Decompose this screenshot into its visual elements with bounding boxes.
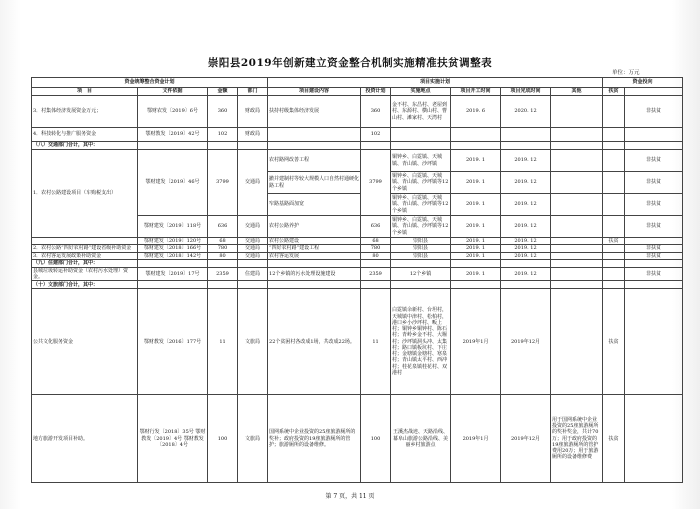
cell-doc: 鄂财建发〔2019〕120号: [138, 238, 208, 245]
header-group-left: 资金统筹整合资金计划: [32, 78, 268, 88]
cell-amount: 100: [208, 395, 238, 483]
header-poor: 扶贫: [603, 88, 625, 96]
cell-doc: 鄂财建发〔2018〕166号: [138, 245, 208, 252]
cell-nonpoor: [625, 238, 683, 245]
cell-invest: 11: [361, 289, 391, 395]
header-doc: 文件依据: [138, 88, 208, 96]
cell-content: 12个乡镇的污水处理设施建设: [268, 267, 361, 281]
cell-nonpoor: 非扶贫: [625, 267, 683, 281]
cell-poor: [603, 96, 625, 128]
cell-nonpoor: 非扶贫: [625, 150, 683, 172]
cell-content: 22个贫困村各改成1场，共改成22场。: [268, 289, 361, 395]
plan-table: [31, 77, 683, 483]
cell-start: 2019. 1: [451, 172, 501, 194]
cell-end: 2019年12月: [501, 395, 551, 483]
cell-invest: 360: [361, 96, 391, 128]
cell-item: 1．农村公路建设项目（车购税支出）: [32, 150, 138, 238]
cell-item: 3．村集体经济发展资金万元；: [32, 96, 138, 128]
header-invest: 投资计划: [361, 88, 391, 96]
cell-content: [268, 128, 361, 142]
section-row: [32, 142, 683, 150]
cell-dept: 交通局: [238, 216, 268, 238]
cell-location: 王溪杰战迹、天路沿线、幕阜山旅游公路沿线、美丽乡村旅游点: [391, 395, 451, 483]
cell-end: 2019. 12: [501, 245, 551, 252]
cell-poor: [603, 128, 625, 142]
cell-end: 2019. 12: [501, 172, 551, 194]
table-row: [32, 238, 683, 245]
cell-start: 2019. 1: [451, 194, 501, 216]
cell-start: 2019. 1: [451, 252, 501, 259]
cell-location: 白霓镇余新村、台坦村，天城镇中津村、松柏村，港口乡小沙坪村、畈上村；铜钟乡铜钟村、陈石村；青岭乡金不村、大堰村；沙坪镇洞头冲、太集村；路口镇板坑村、下庄村；金塘镇金塘村、寒泉村；青山镇太平村、西冲村；桂花泉镇桂花村、双港村: [391, 289, 451, 395]
cell-dept: 交通局: [238, 150, 268, 216]
cell-content: 农村公路建设: [268, 238, 361, 245]
table-row: [32, 96, 683, 128]
cell-content: 农村路网改善工程: [268, 150, 361, 172]
table-row: [32, 289, 683, 395]
cell-amount: 780: [208, 245, 238, 252]
section-label: （八）交通部门合计，其中：: [32, 142, 138, 150]
cell-other: 用于国网系统中企业投资的25座旅游厕所的奖补奖金，共计70万；用于政府投资的19座旅游厕所的管护费用20万；用于旅游厕所的设备维修费: [551, 395, 603, 483]
header-other: 其他: [551, 88, 603, 96]
cell-nonpoor: 非扶贫: [625, 194, 683, 216]
cell-item: 县城垃圾转运补助资金（农村污水处理）资金。: [32, 267, 138, 281]
cell-end: 2019年12月: [501, 289, 551, 395]
cell-doc: 鄂财行发〔2018〕35号 鄂财教发〔2019〕4号 鄂财教发〔2018〕4号: [138, 395, 208, 483]
cell-dept: 交通局: [238, 238, 268, 245]
cell-start: 2019. 6: [451, 96, 501, 128]
cell-nonpoor: 非扶贫: [625, 172, 683, 194]
table-row: [32, 128, 683, 142]
cell-invest: 100: [361, 395, 391, 483]
cell-content: 窄路基路面加宽: [268, 194, 361, 216]
cell-content: 农村客运发展: [268, 252, 361, 259]
cell-doc: 鄂财教发〔2016〕177号: [138, 289, 208, 395]
cell-nonpoor: 非扶贫: [625, 216, 683, 238]
section-row: [32, 259, 683, 267]
document-title: 崇阳县2019年创新建立资金整合机制实施精准扶贫调整表: [207, 57, 493, 69]
header-end: 项目完成时间: [501, 88, 551, 96]
cell-dept: 交通局: [238, 245, 268, 252]
unit-label: 单位：万元: [612, 70, 640, 76]
table-row: [32, 252, 683, 259]
cell-nonpoor: [625, 395, 683, 483]
cell-content: “四好农村路”建设工程: [268, 245, 361, 252]
cell-start: 2019年1月: [451, 395, 501, 483]
cell-doc: 鄂财建发〔2018〕142号: [138, 252, 208, 259]
cell-nonpoor: 非扶贫: [625, 252, 683, 259]
cell-poor: 扶贫: [603, 395, 625, 483]
cell-doc: 鄂财教发〔2019〕42号: [138, 128, 208, 142]
cell-amount: 68: [208, 238, 238, 245]
cell-location: 崇阳县: [391, 252, 451, 259]
header-content: 项目建设内容: [268, 88, 361, 96]
section-row: [32, 281, 683, 289]
cell-dept: 住建局: [238, 267, 268, 281]
cell-other: [551, 96, 603, 128]
cell-end: 2019. 12: [501, 238, 551, 245]
cell-location: 铜钟乡、白霓镇、天城镇、青山镇、沙坪镇等12个乡镇: [391, 216, 451, 238]
header-dept: 部门: [238, 88, 268, 96]
cell-start: 2019. 1: [451, 245, 501, 252]
cell-amount: 11: [208, 289, 238, 395]
cell-start: 2019. 1: [451, 150, 501, 172]
section-label: （十）文旅部门合计，其中：: [32, 281, 138, 289]
cell-invest: 636: [361, 216, 391, 238]
cell-start: [451, 128, 501, 142]
cell-dept: 交通局: [238, 252, 268, 259]
cell-location: 崇阳县: [391, 245, 451, 252]
page-footer: 第 7 页，共 11 页: [325, 493, 375, 500]
cell-invest: 780: [361, 245, 391, 252]
cell-doc: 鄂财农发〔2019〕6号: [138, 96, 208, 128]
cell-nonpoor: [625, 128, 683, 142]
cell-amount: 360: [208, 96, 238, 128]
cell-dept: 文旅局: [238, 289, 268, 395]
cell-item: 4．科技转化与推广服务资金: [32, 128, 138, 142]
cell-end: 2019. 12: [501, 194, 551, 216]
section-label: （九）住建部门合计，其中：: [32, 259, 138, 267]
cell-other: [551, 289, 603, 395]
cell-amount: 3799: [208, 150, 238, 216]
header-location: 实施地点: [391, 88, 451, 96]
header-start: 项目开工时间: [451, 88, 501, 96]
cell-invest: 2359: [361, 267, 391, 281]
cell-end: 2020. 12: [501, 96, 551, 128]
cell-invest: 80: [361, 252, 391, 259]
table-row: [32, 150, 683, 172]
cell-amount: 80: [208, 252, 238, 259]
cell-nonpoor: 非扶贫: [625, 96, 683, 128]
cell-end: 2019. 12: [501, 267, 551, 281]
cell-location: 崇阳县: [391, 238, 451, 245]
cell-item: 2．农村公路“四好农村路”建设省级补助资金: [32, 245, 138, 252]
cell-end: 2019. 12: [501, 150, 551, 172]
table-row: [32, 395, 683, 483]
cell-location: 铜钟乡、白霓镇、天城镇、青山镇、沙坪镇等12个乡镇: [391, 172, 451, 194]
header-group-flow: 资金投向: [603, 78, 683, 88]
cell-poor: 扶贫: [603, 238, 625, 245]
cell-location: 12个乡镇: [391, 267, 451, 281]
cell-content: 撤并建制村等较大规模人口自然村通硬化路工程: [268, 172, 361, 194]
cell-nonpoor: [625, 289, 683, 395]
cell-dept: 文旅局: [238, 395, 268, 483]
cell-content: 国网系统中企业投资的25座旅游厕所的奖补；政府投资的19座旅游厕所的管护；旅游厕所的设备维修。: [268, 395, 361, 483]
header-group-right: 项目实施计划: [268, 78, 603, 88]
table-row: [32, 267, 683, 281]
cell-end: [501, 128, 551, 142]
cell-invest: 68: [361, 238, 391, 245]
cell-other: [551, 128, 603, 142]
cell-start: 2019. 1: [451, 216, 501, 238]
cell-end: 2019. 12: [501, 252, 551, 259]
cell-dept: 财政局: [238, 128, 268, 142]
cell-end: 2019. 12: [501, 216, 551, 238]
cell-amount: 2359: [208, 267, 238, 281]
header-nonpoor: [625, 88, 683, 96]
cell-location: 铜钟乡、白霓镇、天城镇、青山镇、沙坪镇: [391, 150, 451, 172]
cell-start: 2019年1月: [451, 289, 501, 395]
cell-amount: 636: [208, 216, 238, 238]
cell-item: 公共文化服务资金: [32, 289, 138, 395]
cell-poor: 扶贫: [603, 289, 625, 395]
cell-item: 地方旅游开发项目补助。: [32, 395, 138, 483]
table-row: [32, 245, 683, 252]
cell-content: 农村公路养护: [268, 216, 361, 238]
cell-amount: 102: [208, 128, 238, 142]
cell-content: 扶持村级集体经济发展: [268, 96, 361, 128]
cell-start: 2019. 1: [451, 267, 501, 281]
cell-location: 铜钟乡、白霓镇、天城镇、青山镇、沙坪镇等12个乡镇: [391, 194, 451, 216]
cell-invest: 102: [361, 128, 391, 142]
cell-doc: 鄂财建发〔2019〕118号: [138, 216, 208, 238]
cell-invest: 3799: [361, 150, 391, 216]
cell-item: 3．农村客运发展政策补助资金: [32, 252, 138, 259]
cell-doc: 鄂财建发〔2019〕46号: [138, 150, 208, 216]
cell-doc: 鄂财建发〔2019〕17号: [138, 267, 208, 281]
cell-nonpoor: 非扶贫: [625, 245, 683, 252]
cell-start: 2019. 1: [451, 238, 501, 245]
cell-location: 金不村、东昌村、老屋到村、东源村、横山村、曹山村、滩家村、天湾村: [391, 96, 451, 128]
cell-location: [391, 128, 451, 142]
cell-dept: 财政局: [238, 96, 268, 128]
header-item: 项 目: [32, 88, 138, 96]
header-amount: 金额: [208, 88, 238, 96]
